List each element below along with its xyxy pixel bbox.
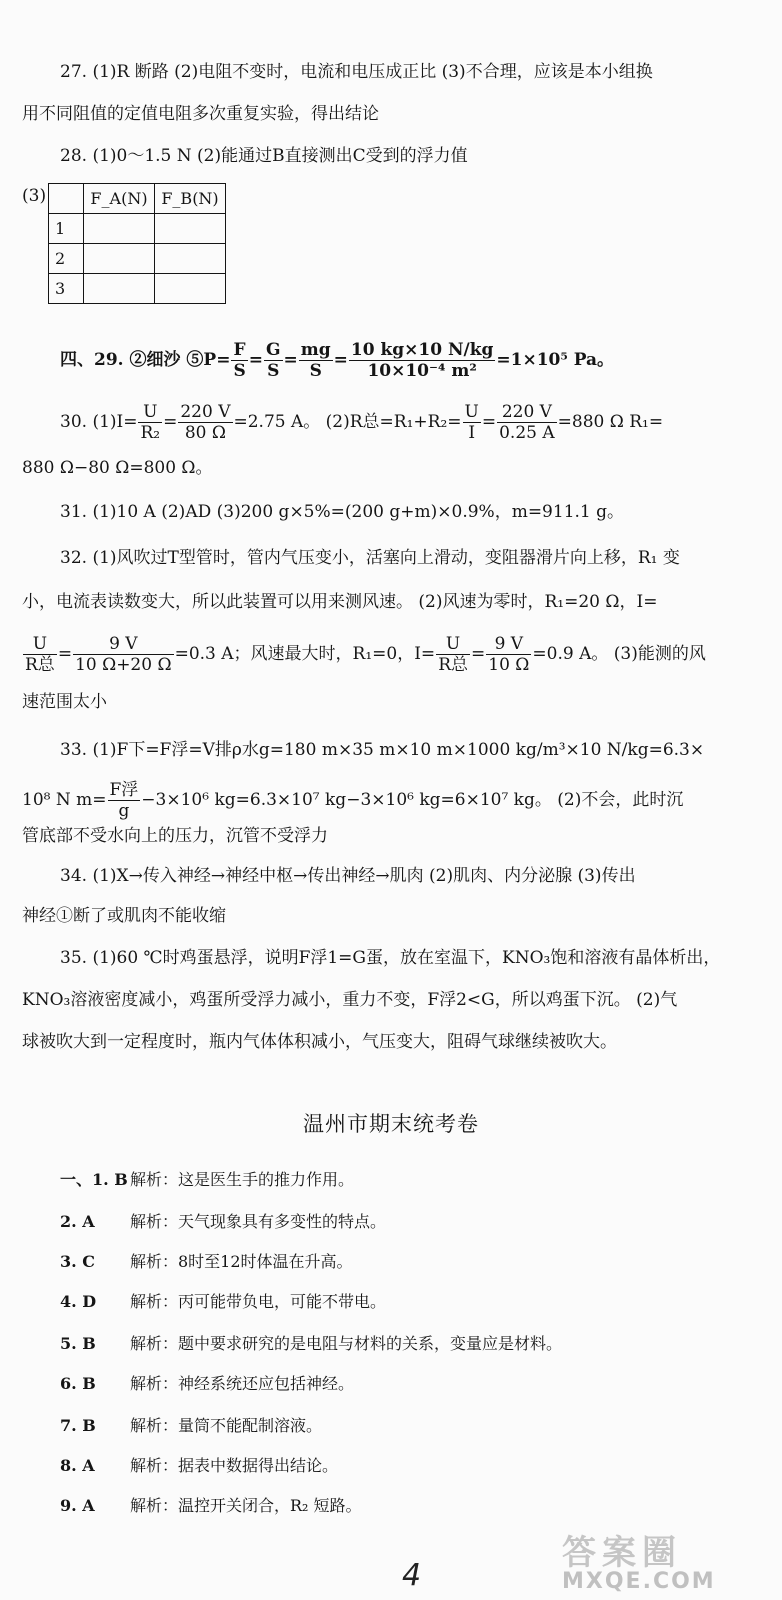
watermark-url: MXQE.COM (562, 1569, 716, 1594)
watermark-logo: 答案圈 (562, 1533, 682, 1573)
denominator: 10 Ω+20 Ω (75, 655, 172, 675)
table-header-cell (49, 184, 84, 214)
mcq-explanation: 解析：据表中数据得出结论。 (130, 1456, 339, 1475)
denominator: R₂ (140, 423, 161, 443)
numerator: U (436, 634, 470, 655)
mcq-item (60, 1168, 354, 1192)
numerator: U (138, 402, 162, 423)
numerator: 9 V (486, 634, 531, 655)
q34-line1: 34. (1)X→传入神经→神经中枢→传出神经→肌肉 (2)肌肉、内分泌腺 (3)传出 (60, 866, 636, 886)
numerator: U (23, 634, 57, 655)
mcq-number: 9. A (60, 1496, 95, 1515)
q30-text: 30. (1)I= (60, 412, 138, 432)
q32-line2: 小，电流表读数变大，所以此装置可以用来测风速。 (2)风速为零时，R₁=20 Ω，I= (22, 592, 658, 612)
mcq-item (60, 1332, 562, 1356)
mcq-explanation: 解析：量筒不能配制溶液。 (130, 1416, 323, 1435)
table-cell (84, 214, 155, 244)
q32-fraction (436, 634, 470, 675)
mcq-number: 6. B (60, 1374, 96, 1393)
mcq-item (60, 1290, 386, 1314)
q34-line2: 神经①断了或肌肉不能收缩 (22, 906, 226, 926)
mcq-number: 一、1. B (60, 1170, 128, 1189)
q28-line1: 28. (1)0～1.5 N (2)能通过B直接测出C受到的浮力值 (60, 146, 468, 166)
mcq-explanation: 解析：温控开关闭合，R₂ 短路。 (130, 1496, 362, 1515)
q30-text: =880 Ω R₁= (557, 412, 664, 432)
numerator: 220 V (180, 402, 231, 422)
table-cell (155, 244, 226, 274)
numerator: mg (300, 340, 331, 360)
mcq-number: 7. B (60, 1416, 96, 1435)
q33-text: −3×10⁶ kg=6.3×10⁷ kg−3×10⁶ kg=6×10⁷ kg。 (2)不会，此时沉 (141, 790, 684, 810)
q30-fraction (463, 402, 481, 443)
q32-fraction (23, 634, 57, 675)
page-number: 4 (402, 1558, 422, 1593)
q31-line: 31. (1)10 A (2)AD (3)200 g×5%=(200 g+m)×0.9%，m=911.1 g。 (60, 502, 625, 522)
table-cell: 2 (49, 244, 84, 274)
mcq-explanation: 解析：8时至12时体温在升高。 (130, 1252, 353, 1271)
denominator: S (267, 361, 280, 381)
q29-prefix: 四、29. ②细沙 ⑤P= (60, 350, 231, 370)
q35-line2: KNO₃溶液密度减小，鸡蛋所受浮力减小，重力不变，F浮2<G，所以鸡蛋下沉。 (2)气 (22, 990, 678, 1010)
q30-fraction (497, 402, 557, 443)
mcq-explanation: 解析：天气现象具有多变性的特点。 (130, 1212, 387, 1231)
table-cell (84, 274, 155, 304)
q29-fraction (299, 340, 333, 381)
q27-line1: 27. (1)R 断路 (2)电阻不变时，电流和电压成正比 (3)不合理，应该是本小组换 (60, 62, 653, 82)
mcq-number: 3. C (60, 1252, 96, 1271)
q27-line2: 用不同阻值的定值电阻多次重复实验，得出结论 (22, 104, 379, 124)
mcq-explanation: 解析：神经系统还应包括神经。 (130, 1374, 355, 1393)
q32-line4: 速范围太小 (22, 692, 107, 712)
q28-answer-table (48, 183, 226, 304)
table-cell (84, 244, 155, 274)
table-cell (155, 214, 226, 244)
numerator: 220 V (497, 402, 557, 423)
table-header-row (49, 184, 226, 214)
denominator: S (309, 361, 322, 381)
denominator: R总 (438, 655, 468, 675)
table-header-cell: F_B(N) (155, 184, 226, 214)
q30-line2: 880 Ω−80 Ω=800 Ω。 (22, 458, 213, 478)
q29-suffix: =1×10⁵ Pa。 (496, 350, 615, 370)
table-row (49, 214, 226, 244)
mcq-item (60, 1372, 354, 1396)
q33-text: 10⁸ N m= (22, 790, 107, 810)
q32-fraction (73, 634, 174, 675)
numerator: F浮 (109, 780, 139, 800)
denominator: 0.25 A (499, 423, 555, 443)
mcq-number: 5. B (60, 1334, 96, 1353)
q29-line: 四、29. ②细沙 ⑤P= $\frac{F}{S}$ = $\frac{G}{S}$ = $\frac{mg}{S}$ = $\frac{10 kg\times 10 N/kg}{\text{10×10⁻⁴ m²}}$ =1×10⁵ Pa。 (60, 340, 615, 381)
mcq-number: 2. A (60, 1212, 95, 1231)
section-title: 温州市期末统考卷 (303, 1112, 479, 1136)
q30-line1: 30. (1)I= $\frac{U}{\text{R₂}}$ = $\frac{220 V}{80 \Omega}$ =2.75 A。 (2)R总=R₁+R₂= $\frac{U}{I}$ = $\frac{220 V}{0.25 A}$ =880 Ω R₁= (60, 402, 664, 443)
q30-fraction (178, 402, 232, 443)
mcq-item (60, 1210, 386, 1234)
mcq-item (60, 1454, 338, 1478)
table-header-cell: F_A(N) (84, 184, 155, 214)
mcq-number: 8. A (60, 1456, 95, 1475)
q35-line3: 球被吹大到一定程度时，瓶内气体体积减小，气压变大，阻碍气球继续被吹大。 (22, 1032, 617, 1052)
numerator: 9 V (73, 634, 174, 655)
q32-line1: 32. (1)风吹过T型管时，管内气压变小，活塞向上滑动，变阻器滑片向上移，R₁ 变 (60, 548, 680, 568)
mcq-explanation: 解析：题中要求研究的是电阻与材料的关系，变量应是材料。 (130, 1334, 563, 1353)
q33-line3: 管底部不受水向上的压力，沉管不受浮力 (22, 826, 328, 846)
table-cell: 1 (49, 214, 84, 244)
denominator: I (468, 423, 476, 443)
numerator: F (231, 340, 247, 361)
q32-line3: $\frac{U}{\text{R总}}$ = $\frac{9 V}{10 \Omega+20 \Omega}$ =0.3 A；风速最大时，R₁=0，I= $\frac{U}{\text{R总}}$ = $\frac{9 V}{10 \Omega}$ =0.9 A。 (3)能测的风 (25, 634, 706, 675)
numerator: 10 kg×10 N/kg (350, 340, 494, 360)
table-cell: 3 (49, 274, 84, 304)
denominator: 10 Ω (488, 655, 530, 675)
q30-text: =2.75 A。 (2)R总=R₁+R₂= (233, 412, 462, 432)
q29-fraction (231, 340, 247, 381)
q33-line1: 33. (1)F下=F浮=V排ρ水g=180 m×35 m×10 m×1000 kg/m³×10 N/kg=6.3× (60, 740, 705, 760)
q28-table-label: (3) (22, 186, 47, 206)
denominator: 80 Ω (184, 423, 226, 443)
mcq-number: 4. D (60, 1292, 97, 1311)
denominator: g (118, 801, 130, 821)
q33-fraction (108, 780, 141, 821)
denominator: R总 (25, 655, 55, 675)
q30-fraction (138, 402, 162, 443)
table-row (49, 244, 226, 274)
table-cell (155, 274, 226, 304)
numerator: U (464, 402, 479, 422)
table-row (49, 274, 226, 304)
mcq-item (60, 1250, 353, 1274)
q29-fraction (264, 340, 283, 381)
q32-text: =0.3 A；风速最大时，R₁=0，I= (174, 644, 436, 664)
q29-fraction (349, 340, 495, 381)
mcq-explanation: 解析：这是医生手的推力作用。 (130, 1170, 355, 1189)
q32-fraction (486, 634, 531, 675)
numerator: G (265, 340, 281, 360)
mcq-explanation: 解析：丙可能带负电，可能不带电。 (130, 1292, 387, 1311)
mcq-item (60, 1494, 362, 1518)
denominator: 10×10⁻⁴ m² (367, 361, 477, 381)
q32-text: =0.9 A。 (3)能测的风 (532, 644, 706, 664)
watermark (562, 1535, 762, 1595)
q33-line2 (22, 780, 764, 821)
mcq-item (60, 1414, 322, 1438)
q35-line1: 35. (1)60 ℃时鸡蛋悬浮，说明F浮1=G蛋，放在室温下，KNO₃饱和溶液有晶体析出， (60, 948, 721, 968)
denominator: S (233, 361, 246, 381)
